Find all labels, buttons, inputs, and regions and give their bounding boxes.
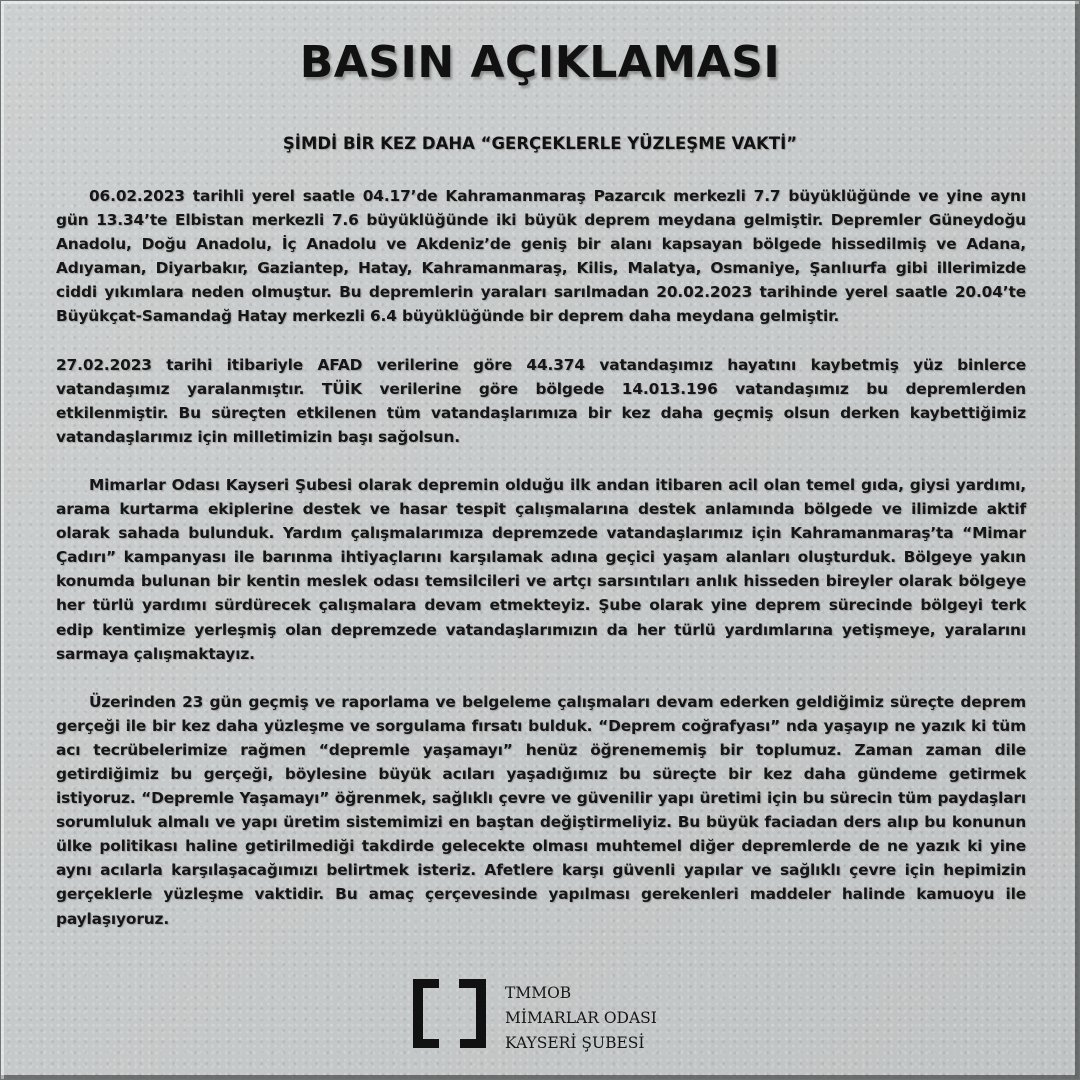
- paragraph-call-to-action: Üzerinden 23 gün geçmiş ve raporlama ve belgeleme çalışmaları devam ederken geldiğimiz süreçte deprem gerçeği ile bir kez daha yüzleşme ve sorgulama fırsatı bulduk. “Deprem coğrafyası” nda yaşayıp ne yazık ki tüm acı tecrübelerimize rağmen “depremle yaşamayı” henüz öğrenememiş bir toplumuz. Zaman zaman dile getirdiğimiz bu gerçeği, böylesine büyük acıları yaşadığımız bu süreçte bir kez daha gündeme getirmek istiyoruz. “Depremle Yaşamayı” öğrenmek, sağlıklı çevre ve güvenilir yapı üretimi için bu sürecin tüm paydaşları sorumluluk almalı ve yapı üretim sistemimizi en baştan değiştirmeliyiz. Bu büyük faciadan ders alıp bu konunun ülke politikası haline getirilmediği takdirde gelecekte olması muhtemel diğer depremlerde de ne yazık ki yine aynı acılarla karşılaşacağımızı belirtmek isteriz. Afetlere karşı güvenli yapılar ve sağlıklı çevre için hepimizin gerçeklerle yüzleşme vaktidir. Bu amaç çerçevesinde yapılması gerekenleri maddeler halinde kamuoyu ile paylaşıyoruz.: [56, 692, 1026, 928]
- logo-text-block: [505, 981, 657, 1056]
- logo-line-branch: KAYSERİ ŞUBESİ: [505, 1034, 645, 1052]
- document-body: [56, 184, 1026, 955]
- tmmob-logo: [411, 975, 711, 1059]
- page-title: BASIN AÇIKLAMASI: [299, 37, 781, 88]
- paragraph-earthquake-details: 06.02.2023 tarihli yerel saatle 04.17’de Kahramanmaraş Pazarcık merkezli 7.7 büyüklüğünde ve yine aynı gün 13.34’te Elbistan merkezli 7.6 büyüklüğünde iki büyük deprem meydana gelmiştir. Depremler Güneydoğu Anadolu, Doğu Anadolu, İç Anadolu ve Akdeniz’de geniş bir alanı kapsayan bölgede hissedilmiş ve Adana, Adıyaman, Diyarbakır, Gaziantep, Hatay, Kahramanmaraş, Kilis, Malatya, Osmaniye, Şanlıurfa gibi illerimizde ciddi yıkımlara neden olmuştur. Bu depremlerin yaraları sarılmadan 20.02.2023 tarihinde yerel saatle 20.04’te Büyükçat-Samandağ Hatay merkezli 6.4 büyüklüğünde bir deprem daha meydana gelmiştir.: [56, 187, 1026, 326]
- bracket-logo-icon: [411, 975, 489, 1053]
- page-subtitle: ŞİMDİ BİR KEZ DAHA “GERÇEKLERLE YÜZLEŞME VAKTİ”: [282, 134, 798, 153]
- paragraph-chamber-activities: Mimarlar Odası Kayseri Şubesi olarak depremin olduğu ilk andan itibaren acil olan temel gıda, giysi yardımı, arama kurtarma ekiplerine destek ve hasar tespit çalışmalarına destek anlamında bölgede ve ilimizde aktif olarak sahada bulunduk. Yardım çalışmalarımıza depremzede vatandaşlarımız için Kahramanmaraş’ta “Mimar Çadırı” kampanyası ile barınma ihtiyaçlarını karşılamak adına geçici yaşam alanları oluşturduk. Bölgeye yakın konumda bulunan bir kentin meslek odası temsilcileri ve artçı sarsıntıları anlık hisseden bireyler olarak bölgeye her türlü yardımı sürdürecek çalışmalara devam etmekteyiz. Şube olarak yine deprem sürecinde bölgeyi terk edip kentimize yerleşmiş olan depremzede vatandaşlarımızın da her türlü yardımlarına yetişmeye, yaralarını sarmaya çalışmaktayız.: [56, 475, 1026, 663]
- logo-line-organization: TMMOB: [505, 984, 572, 1002]
- logo-line-chamber: MİMARLAR ODASI: [505, 1009, 657, 1027]
- paragraph-casualty-figures: 27.02.2023 tarihi itibariyle AFAD verilerine göre 44.374 vatandaşımız hayatını kaybetmiş yüz binlerce vatandaşımız yaralanmıştır. TÜİK verilerine göre bölgede 14.013.196 vatandaşımız bu depremlerden etkilenmiştir. Bu süreçten etkilenen tüm vatandaşlarımıza bir kez daha geçmiş olsun derken kaybettiğimiz vatandaşlarımız için milletimizin başı sağolsun.: [56, 355, 1026, 446]
